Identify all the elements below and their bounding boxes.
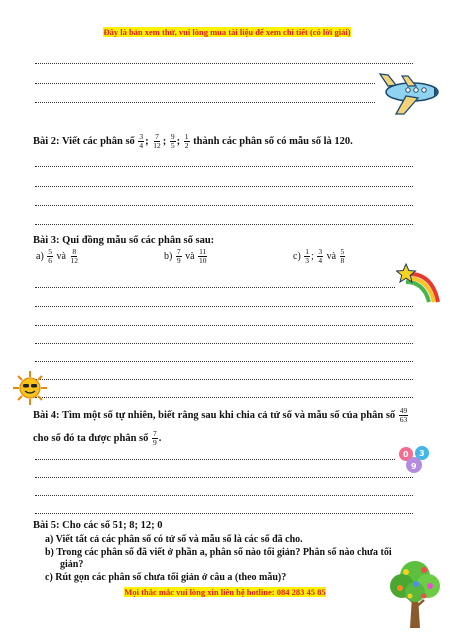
separator: ; — [162, 135, 167, 147]
sun-icon — [12, 370, 48, 406]
fraction-numerator: 8 — [72, 247, 77, 256]
fraction-numerator: 11 — [199, 247, 207, 256]
conjunction: và — [185, 250, 195, 262]
balloons-icon — [397, 444, 433, 478]
preview-banner-text: Đây là bản xem thử, vui lòng mua tài liệu để xem chi tiết (có lời giải) — [103, 27, 351, 37]
fraction-numerator: 9 — [170, 132, 175, 141]
fraction-numerator: 49 — [399, 406, 408, 415]
answer-line — [35, 82, 375, 84]
answer-line — [35, 185, 413, 187]
answer-line — [35, 165, 413, 167]
fraction — [399, 407, 409, 424]
answer-line — [35, 101, 375, 103]
shooting-star-icon — [396, 262, 442, 308]
airplane-icon — [378, 68, 444, 118]
exercise-2-heading — [33, 133, 353, 150]
part-label: c) — [293, 250, 301, 262]
exercise-3-part-c — [293, 248, 346, 265]
fraction-denominator: 12 — [153, 141, 161, 150]
answer-line — [35, 360, 413, 362]
fraction-denominator: 4 — [318, 256, 323, 265]
fraction-numerator: 7 — [176, 247, 181, 256]
fraction-numerator: 7 — [155, 132, 159, 141]
conjunction: và — [56, 250, 66, 262]
exercise-4-line-1 — [33, 407, 409, 424]
exercise-4-text: Bài 4: Tìm một số tự nhiên, biết rằng sau khi chia cả tử số và mẫu số của phân số — [33, 409, 396, 421]
answer-line — [35, 62, 413, 64]
fraction-denominator: 4 — [139, 141, 144, 150]
fraction — [152, 133, 162, 150]
answer-line — [35, 223, 413, 225]
svg-text:0: 0 — [403, 450, 409, 459]
exercise-3-title: Bài 3: Qui đồng mẫu số các phân số sau: — [33, 235, 215, 246]
fraction — [304, 248, 310, 265]
exercise-5-part-b-continued: giản? — [60, 559, 84, 570]
exercise-5-part-c: c) Rút gọn các phân số chưa tối giản ở câu a (theo mẫu)? — [45, 572, 287, 583]
conjunction: và — [326, 250, 337, 262]
exercise-5-title: Bài 5: Cho các số 51; 8; 12; 0 — [33, 520, 163, 531]
answer-line — [35, 342, 413, 344]
fraction-numerator: 1 — [305, 247, 310, 256]
fraction-numerator: 1 — [184, 132, 189, 141]
fraction-denominator: 3 — [305, 256, 310, 265]
exercise-2-suffix: thành các phân số có mẫu số là 120. — [193, 135, 353, 147]
fraction-denominator: 9 — [153, 438, 157, 447]
part-label: b) — [164, 250, 173, 262]
answer-line — [35, 512, 413, 514]
fraction-numerator: 5 — [340, 247, 345, 256]
answer-line — [35, 378, 413, 380]
exercise-4-text: cho số đó ta được phân số — [33, 432, 149, 444]
preview-banner — [0, 27, 450, 37]
fraction-denominator: 8 — [340, 256, 345, 265]
answer-line — [35, 204, 413, 206]
svg-text:3: 3 — [419, 449, 425, 458]
separator: ; — [311, 250, 314, 262]
fraction-denominator: 5 — [170, 141, 175, 150]
fraction — [176, 248, 182, 265]
answer-line — [35, 494, 413, 496]
fraction — [69, 248, 79, 265]
fraction-denominator: 2 — [184, 141, 189, 150]
exercise-5-part-b: b) Trong các phân số đã viết ở phần a, phân số nào tối giản? Phân số nào chưa tối — [45, 547, 392, 558]
exercise-5-part-a: a) Viết tất cả các phân số có tử số và mẫu số là các số đã cho. — [45, 534, 303, 545]
separator: ; — [176, 135, 181, 147]
exercise-4-line-2 — [33, 430, 161, 447]
answer-line — [35, 458, 395, 460]
fraction — [47, 248, 53, 265]
answer-line — [35, 305, 413, 307]
fraction — [138, 133, 144, 150]
footer — [0, 587, 450, 597]
separator: ; — [145, 135, 149, 147]
svg-text:9: 9 — [411, 462, 417, 471]
fraction-denominator: 10 — [199, 256, 207, 265]
fraction-numerator: 7 — [153, 429, 157, 438]
footer-text: Mọi thắc mắc vui lòng xin liên hệ hotline: 084 283 45 85 — [124, 587, 326, 597]
part-label: a) — [36, 250, 44, 262]
fraction-numerator: 3 — [318, 247, 323, 256]
fraction-denominator: 12 — [70, 256, 78, 265]
fraction — [317, 248, 323, 265]
fraction-denominator: 9 — [176, 256, 181, 265]
period: . — [158, 432, 162, 444]
fraction-denominator: 63 — [399, 415, 408, 424]
fraction — [170, 133, 176, 150]
answer-line — [35, 286, 395, 288]
fraction — [152, 430, 158, 447]
exercise-3-part-b — [164, 248, 209, 265]
fraction — [198, 248, 208, 265]
fraction-numerator: 3 — [139, 132, 144, 141]
fraction — [340, 248, 346, 265]
fraction — [184, 133, 190, 150]
exercise-3-part-a — [36, 248, 80, 265]
fraction-denominator: 6 — [48, 256, 53, 265]
exercise-2-title: Bài 2: Viết các phân số — [33, 135, 135, 147]
answer-line — [35, 396, 413, 398]
answer-line — [35, 324, 413, 326]
fraction-numerator: 5 — [48, 247, 53, 256]
answer-line — [35, 476, 413, 478]
